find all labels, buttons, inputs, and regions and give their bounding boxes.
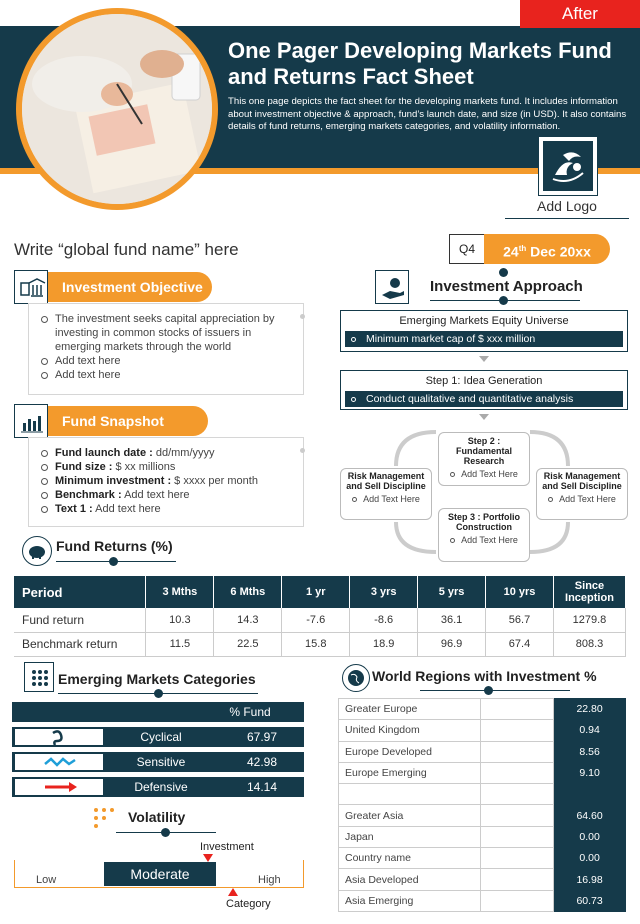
region-name: Asia Emerging (339, 890, 481, 911)
snapshot-item: Minimum investment : $ xxxx per month (39, 474, 293, 488)
quarter-badge: Q4 (449, 234, 485, 264)
col-header: 6 Mths (214, 576, 282, 608)
regions-underline (420, 690, 570, 691)
add-logo-label: Add Logo (537, 198, 597, 214)
grid-dots-icon (24, 662, 54, 692)
objective-heading: Investment Objective (48, 272, 212, 302)
snapshot-item: Benchmark : Add text here (39, 488, 293, 502)
region-name: Japan (339, 826, 481, 847)
table-row (339, 741, 626, 762)
bank-icon (14, 270, 48, 304)
category-label: Cyclical (140, 730, 182, 744)
table-row (339, 720, 626, 741)
table-row (339, 869, 626, 890)
region-value: 0.00 (554, 848, 626, 869)
region-value: 16.98 (554, 869, 626, 890)
objective-item: The investment seeks capital appreciation by investing in common stocks of issuers in emerging markets through the world (39, 312, 293, 354)
snapshot-item: Fund size : $ xx millions (39, 460, 293, 474)
page-title: One Pager Developing Markets Fund and Returns Fact Sheet (228, 38, 612, 89)
region-name: Asia Developed (339, 869, 481, 890)
table-cell: 67.4 (486, 632, 554, 656)
step1-box (340, 370, 628, 410)
table-cell: -7.6 (282, 608, 350, 632)
logo-underline (505, 218, 629, 219)
step3-box: Step 3 : Portfolio Construction Add Text Here (438, 508, 530, 562)
panel-dot (300, 314, 305, 319)
region-name (339, 784, 481, 805)
arrow-right-icon (15, 779, 103, 795)
list-item (12, 777, 304, 797)
high-label: High (258, 874, 281, 886)
table-cell: 14.3 (214, 608, 282, 632)
objective-item: Add text here (39, 368, 293, 382)
table-row (339, 762, 626, 783)
arrow-down-icon (479, 356, 489, 362)
table-row (14, 608, 626, 632)
objective-panel (28, 303, 304, 395)
returns-heading: Fund Returns (%) (56, 538, 173, 554)
header-photo (22, 14, 212, 204)
table-row (14, 632, 626, 656)
panel-dot (300, 448, 305, 453)
zigzag-icon (15, 754, 103, 770)
page-description: This one page depicts the fact sheet for the developing markets fund. It includes information about investment objective & approach, fund’s launch date, and size (in USD). It also contains details of fund returns, emerging markets categories, and volatility information. (228, 96, 627, 133)
categories-header-row (12, 702, 304, 722)
bar-chart-icon (14, 404, 48, 438)
approach-dot (499, 296, 508, 305)
list-item (12, 752, 304, 772)
table-cell: Fund return (14, 608, 146, 632)
snapshot-panel (28, 437, 304, 527)
table-cell: 10.3 (146, 608, 214, 632)
region-name: Europe Developed (339, 741, 481, 762)
region-value: 8.56 (554, 741, 626, 762)
table-cell: 15.8 (282, 632, 350, 656)
col-header: 3 yrs (350, 576, 418, 608)
date-connector-dot (499, 268, 508, 277)
table-cell: 808.3 (553, 632, 625, 656)
table-cell: -8.6 (350, 608, 418, 632)
table-cell: 36.1 (418, 608, 486, 632)
snapshot-heading: Fund Snapshot (48, 406, 208, 436)
categories-dot (154, 689, 163, 698)
col-header: 10 yrs (486, 576, 554, 608)
date-badge: 24th Dec 20xx (484, 234, 610, 264)
table-row (339, 826, 626, 847)
returns-header-row (14, 576, 626, 608)
logo-icon (543, 141, 593, 191)
wave-icon (15, 729, 103, 745)
regions-dot (484, 686, 493, 695)
risk-right-box: Risk Management and Sell Discipline Add Text Here (536, 468, 628, 520)
fund-name: Write “global fund name” here (14, 240, 239, 259)
list-item (12, 727, 304, 747)
region-value: 0.94 (554, 720, 626, 741)
region-name: Europe Emerging (339, 762, 481, 783)
approach-heading: Investment Approach (430, 278, 583, 295)
table-row (339, 890, 626, 911)
region-value: 0.00 (554, 826, 626, 847)
category-value: 67.97 (246, 730, 278, 744)
region-value (554, 784, 626, 805)
region-name: United Kingdom (339, 720, 481, 741)
region-value: 60.73 (554, 890, 626, 911)
globe-icon (342, 664, 370, 692)
regions-table (338, 698, 626, 912)
table-cell: 56.7 (486, 608, 554, 632)
universe-box (340, 310, 628, 352)
investment-label: Investment (200, 841, 254, 853)
table-cell: 22.5 (214, 632, 282, 656)
regions-heading: World Regions with Investment % (372, 668, 597, 684)
table-cell: 1279.8 (553, 608, 625, 632)
table-row (339, 848, 626, 869)
objective-item: Add text here (39, 354, 293, 368)
col-header: 3 Mths (146, 576, 214, 608)
snapshot-item: Fund launch date : dd/mm/yyyy (39, 446, 293, 460)
category-label: Sensitive (136, 755, 186, 769)
col-header: Period (14, 576, 146, 608)
money-hand-icon (375, 270, 409, 304)
volatility-dot (161, 828, 170, 837)
region-name: Greater Europe (339, 699, 481, 720)
category-value: 42.98 (246, 755, 278, 769)
table-cell: 96.9 (418, 632, 486, 656)
category-label: Defensive (134, 780, 188, 794)
step1-item: Conduct qualitative and quantitative analysis (345, 391, 623, 407)
col-header: 1 yr (282, 576, 350, 608)
table-row (339, 784, 626, 805)
region-name: Country name (339, 848, 481, 869)
region-value: 22.80 (554, 699, 626, 720)
snapshot-item: Text 1 : Add text here (39, 502, 293, 516)
after-tag: After (520, 0, 640, 28)
returns-table (14, 576, 626, 657)
col-header: % Fund (229, 705, 271, 719)
universe-item: Minimum market cap of $ xxx million (345, 331, 623, 347)
col-header: Since Inception (553, 576, 625, 608)
universe-label: Emerging Markets Equity Universe (399, 315, 569, 327)
piggy-bank-icon (22, 536, 52, 566)
table-row (339, 699, 626, 720)
step2-box: Step 2 : Fundamental Research Add Text Here (438, 432, 530, 486)
low-label: Low (36, 874, 57, 886)
region-value: 9.10 (554, 762, 626, 783)
risk-left-box: Risk Management and Sell Discipline Add Text Here (340, 468, 432, 520)
region-name: Greater Asia (339, 805, 481, 826)
table-row (339, 805, 626, 826)
table-cell: 11.5 (146, 632, 214, 656)
table-cell: 18.9 (350, 632, 418, 656)
category-label: Category (226, 898, 271, 910)
region-value: 64.60 (554, 805, 626, 826)
volatility-heading: Volatility (128, 809, 186, 825)
table-cell: Benchmark return (14, 632, 146, 656)
moderate-level: Moderate (104, 862, 216, 886)
dots-icon (92, 806, 118, 830)
step1-label: Step 1: Idea Generation (425, 375, 543, 387)
category-marker-icon (228, 888, 238, 896)
col-header: 5 yrs (418, 576, 486, 608)
returns-dot (109, 557, 118, 566)
categories-heading: Emerging Markets Categories (58, 671, 256, 687)
category-value: 14.14 (246, 780, 278, 794)
